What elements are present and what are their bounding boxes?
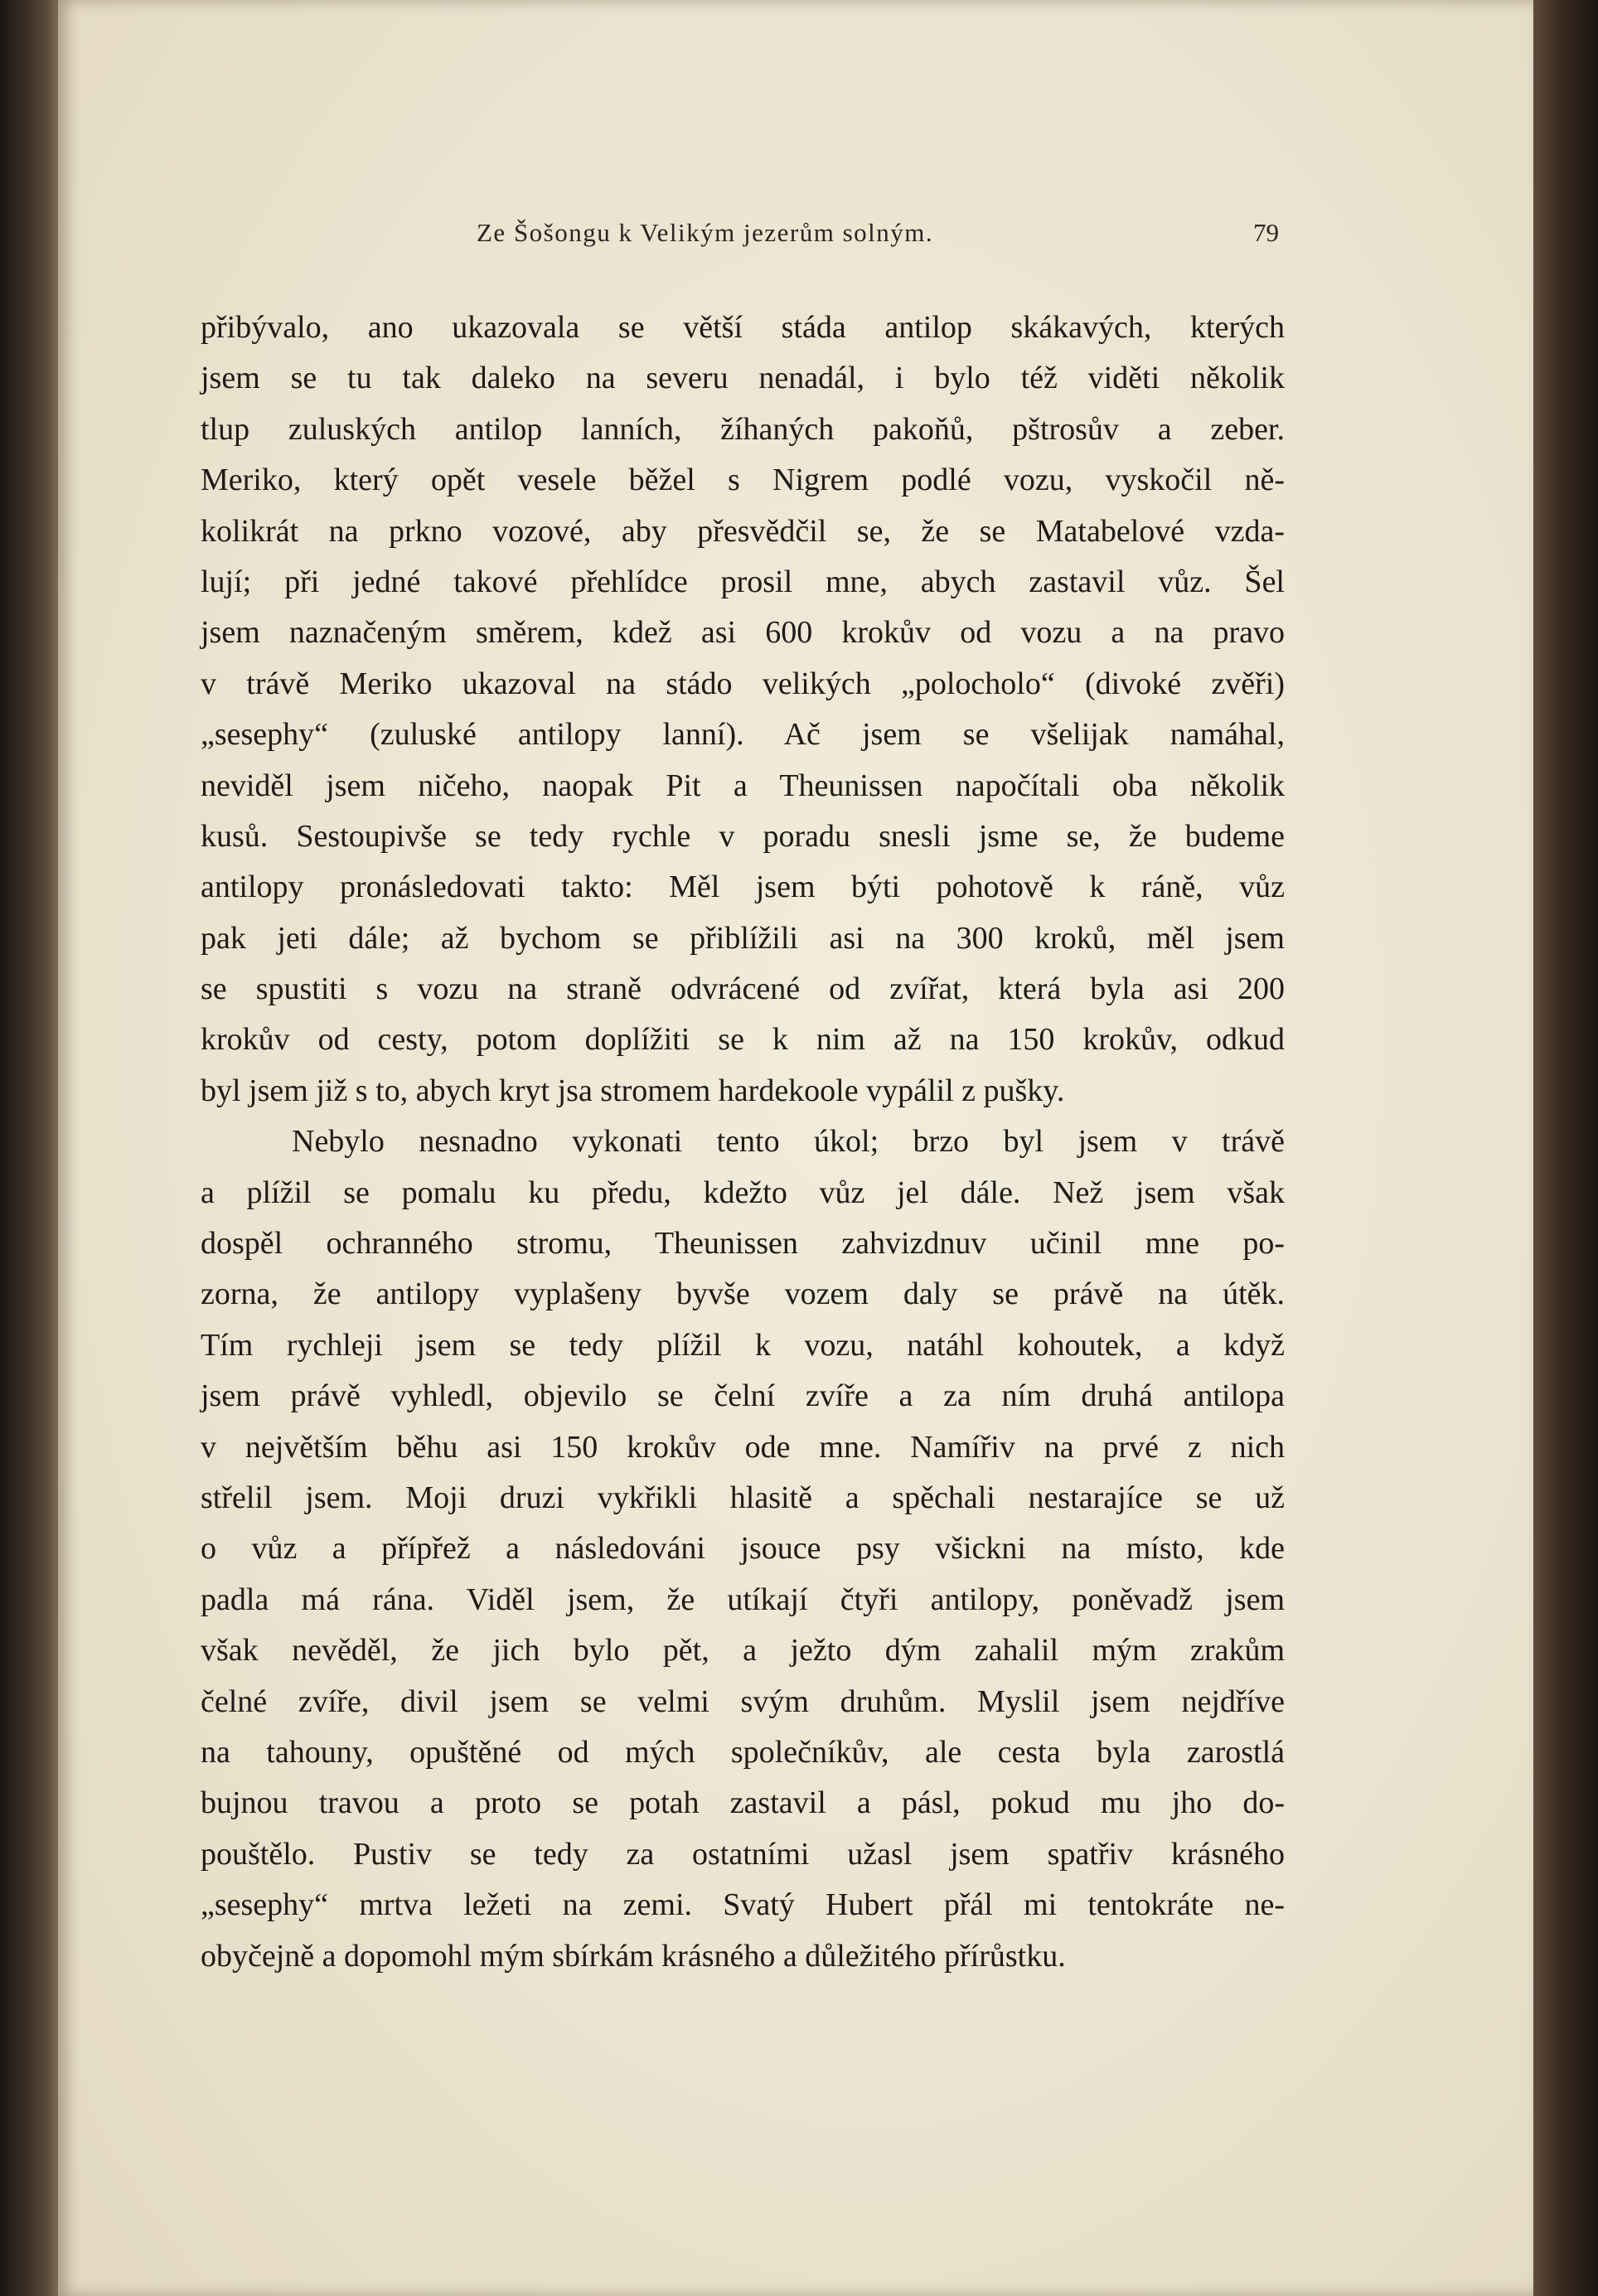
text-line: obyčejně a dopomohl mým sbírkám krásného a důležitého přírůstku. bbox=[201, 1938, 1066, 1974]
text-line: střelil jsem. Moji druzi vykřikli hlasitě a spěchali nestarajíce se už bbox=[201, 1480, 1285, 1515]
body-text bbox=[201, 303, 1285, 1982]
text-line: o vůz a přípřež a následováni jsouce psy všickni na místo, kde bbox=[201, 1531, 1285, 1567]
paragraph bbox=[201, 303, 1285, 1117]
text-line: přibývalo, ano ukazovala se větší stáda antilop skákavých, kterých bbox=[201, 310, 1285, 345]
text-line: se spustiti s vozu na straně odvrácené od zvířat, která byla asi 200 bbox=[201, 971, 1285, 1007]
text-line: byl jsem již s to, abych kryt jsa stromem hardekoole vypálil z pušky. bbox=[201, 1073, 1065, 1108]
text-line: v trávě Meriko ukazoval na stádo velikých „polocholo“ (divoké zvěři) bbox=[201, 666, 1285, 701]
text-line: na tahouny, opuštěné od mých společníkův, ale cesta byla zarostlá bbox=[201, 1734, 1285, 1770]
book-gutter bbox=[0, 0, 58, 2296]
text-line: „sesephy“ (zuluské antilopy lanní). Ač jsem se všelijak namáhal, bbox=[201, 717, 1285, 753]
text-line: v největším běhu asi 150 krokův ode mne. Namířiv na prvé z nich bbox=[201, 1429, 1285, 1465]
text-line: jsem naznačeným směrem, kdež asi 600 krokův od vozu a na pravo bbox=[201, 615, 1285, 651]
text-line: a plížil se pomalu ku předu, kdežto vůz jel dále. Než jsem však bbox=[201, 1175, 1285, 1210]
text-line: pouštělo. Pustiv se tedy za ostatními užasl jsem spatřiv krásného bbox=[201, 1836, 1285, 1872]
text-line: bujnou travou a proto se potah zastavil a pásl, pokud mu jho do- bbox=[201, 1785, 1285, 1821]
running-head: Ze Šošongu k Velikým jezerům solným. bbox=[477, 218, 934, 247]
text-line: zorna, že antilopy vyplašeny byvše vozem daly se právě na útěk. bbox=[201, 1276, 1285, 1312]
page-edge-shadow bbox=[1533, 0, 1598, 2296]
text-line: neviděl jsem ničeho, naopak Pit a Theunissen napočítali oba několik bbox=[201, 768, 1285, 803]
text-line: padla má rána. Viděl jsem, že utíkají čtyři antilopy, poněvadž jsem bbox=[201, 1582, 1285, 1617]
text-line: jsem se tu tak daleko na severu nenadál, i bylo též viděti několik bbox=[201, 361, 1285, 396]
text-line: však nevěděl, že jich bylo pět, a ježto dým zahalil mým zrakům bbox=[201, 1633, 1285, 1669]
text-line: Nebylo nesnadno vykonati tento úkol; brzo byl jsem v trávě bbox=[292, 1124, 1285, 1160]
text-line: jsem právě vyhledl, objevilo se čelní zvíře a za ním druhá antilopa bbox=[201, 1378, 1285, 1414]
text-line: kusů. Sestoupivše se tedy rychle v poradu snesli jsme se, že budeme bbox=[201, 818, 1285, 854]
text-line: kolikrát na prkno vozové, aby přesvědčil se, že se Matabelové vzda- bbox=[201, 513, 1285, 549]
page-number: 79 bbox=[1253, 218, 1279, 247]
text-line: Tím rychleji jsem se tedy plížil k vozu, natáhl kohoutek, a když bbox=[201, 1327, 1285, 1363]
text-line: dospěl ochranného stromu, Theunissen zahvizdnuv učinil mne po- bbox=[201, 1226, 1285, 1262]
text-line: antilopy pronásledovati takto: Měl jsem býti pohotově k ráně, vůz bbox=[201, 869, 1285, 905]
text-line: Meriko, který opět vesele běžel s Nigrem podlé vozu, vyskočil ně- bbox=[201, 463, 1285, 498]
text-line: tlup zuluských antilop lanních, žíhaných pakoňů, pštrosův a zeber. bbox=[201, 411, 1285, 447]
text-line: „sesephy“ mrtva ležeti na zemi. Svatý Hubert přál mi tentokráte ne- bbox=[201, 1887, 1285, 1923]
paragraph bbox=[201, 1117, 1285, 1982]
text-line: lují; při jedné takové přehlídce prosil mne, abych zastavil vůz. Šel bbox=[201, 564, 1285, 599]
text-line: čelné zvíře, divil jsem se velmi svým druhům. Myslil jsem nejdříve bbox=[201, 1683, 1285, 1719]
text-line: krokův od cesty, potom doplížiti se k nim až na 150 krokův, odkud bbox=[201, 1022, 1285, 1058]
text-line: pak jeti dále; až bychom se přiblížili asi na 300 kroků, měl jsem bbox=[201, 920, 1285, 956]
